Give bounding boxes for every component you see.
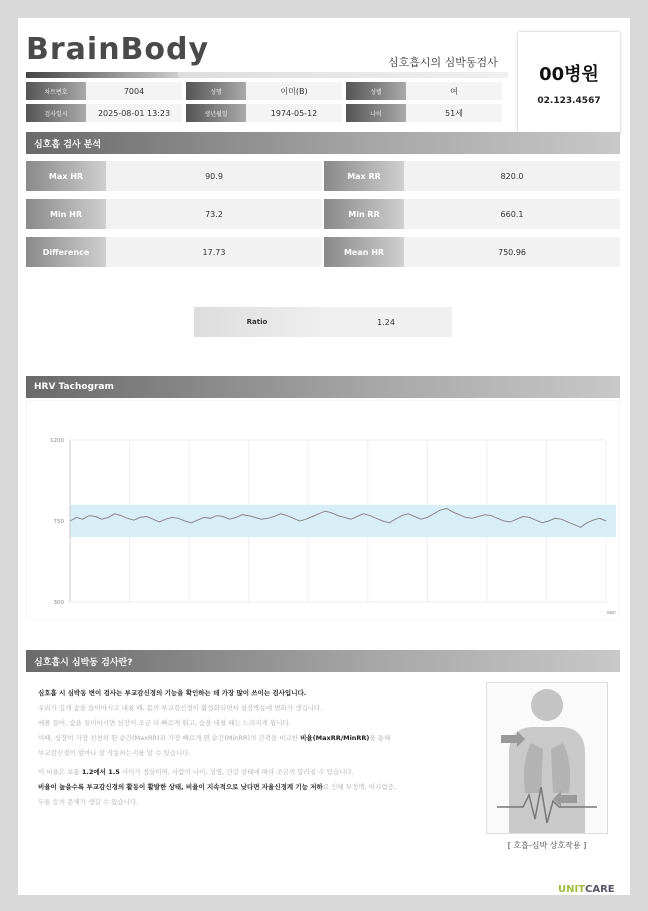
breathing-heart-figure [486, 682, 608, 834]
desc-line: 우리가 깊게 숨을 들이마시고 내쉴 때, 몸의 부교감신경이 활성화되면서 심장박동에 변화가 생깁니다. [38, 704, 323, 712]
section-header-chart: HRV Tachogram [26, 376, 620, 398]
body-illustration-icon [487, 683, 607, 833]
desc-span: 비율(MaxRR/MinRR) [300, 734, 370, 742]
metric-min-rr [324, 199, 620, 229]
desc-line [38, 780, 478, 795]
metric-min-hr [26, 199, 322, 229]
desc-span: 사이가 정상이며, 사람의 나이, 성별, 건강 상태에 따라 조금씩 달라질 수 있습니다. [119, 768, 354, 776]
info-value: 7004 [86, 82, 182, 100]
metric-mean-hr [324, 237, 620, 267]
desc-span: 이 비율은 보통 [38, 768, 82, 776]
info-label: 성명 [186, 82, 246, 100]
info-label: 생년월일 [186, 104, 246, 122]
metric-max-hr [26, 161, 322, 191]
x-axis-label: sec [606, 610, 616, 616]
metric-label: Max RR [324, 161, 404, 191]
hospital-name: 00병원 [539, 64, 599, 85]
y-tick-label: 1200 [50, 438, 64, 444]
patient-info-row-1 [26, 82, 502, 100]
logo-part: UNIT [558, 884, 586, 895]
patient-info-row-2 [26, 104, 502, 122]
info-value: 여 [406, 82, 502, 100]
info-value: 1974-05-12 [246, 104, 342, 122]
metric-label: Difference [26, 237, 106, 267]
info-label: 성별 [346, 82, 406, 100]
metric-value: 750.96 [404, 237, 620, 267]
normal-range-band [70, 505, 616, 537]
info-label: 나이 [346, 104, 406, 122]
ratio-label: Ratio [194, 307, 320, 337]
metric-difference [26, 237, 322, 267]
metric-value: 90.9 [106, 161, 322, 191]
info-label: 검사일시 [26, 104, 86, 122]
desc-span: 이때, 심장이 가장 천천히 뛴 순간(MaxRR)과 가장 빠르게 뛴 순간(MinRR)의 간격을 비교한 [38, 734, 301, 742]
metric-label: Max HR [26, 161, 106, 191]
section-header-analysis: 심호흡 검사 분석 [26, 132, 620, 154]
desc-line: 부교감신경이 얼마나 잘 작동하는지를 알 수 있습니다. [38, 749, 191, 757]
metric-value: 73.2 [106, 199, 322, 229]
info-value: 이미(B) [246, 82, 342, 100]
desc-line [38, 731, 478, 746]
metric-value: 17.73 [106, 237, 322, 267]
desc-line: 예를 들어, 숨을 들이마시면 심장이 조금 더 빠르게 뛰고, 숨을 내쉴 때는 느려지게 됩니다. [38, 719, 291, 727]
y-tick-label: 750 [53, 519, 64, 525]
desc-span: 을 통해 [369, 734, 391, 742]
unitcare-logo [558, 884, 615, 895]
desc-span: 1.2에서 1.5 [81, 768, 120, 776]
hospital-phone: 02.123.4567 [537, 96, 601, 106]
info-label: 차트번호 [26, 82, 86, 100]
metric-label: Min HR [26, 199, 106, 229]
brand-underline [26, 72, 178, 78]
hrv-tachogram-chart [26, 400, 620, 620]
report-page [18, 18, 630, 895]
desc-line: 심호흡 시 심박동 변이 검사는 부교감신경의 기능을 확인하는 데 가장 많이 쓰이는 검사입니다. [38, 689, 307, 697]
test-title: 심호흡시의 심박동검사 [388, 56, 498, 69]
desc-line: 두통 등의 문제가 생길 수 있습니다. [38, 798, 139, 806]
ratio-value: 1.24 [320, 307, 452, 337]
metric-max-rr [324, 161, 620, 191]
desc-span: 로 인해 부정맥, 어지럼증, [322, 783, 396, 791]
metric-label: Mean HR [324, 237, 404, 267]
brand-logo: BrainBody [26, 32, 210, 67]
desc-line [38, 765, 478, 780]
hospital-box [518, 32, 620, 134]
metric-label: Min RR [324, 199, 404, 229]
desc-span: 비율이 높을수록 부교감신경의 활동이 활발한 상태, 비율이 지속적으로 낮다면 자율신경계 기능 저하 [38, 783, 323, 791]
metric-value: 820.0 [404, 161, 620, 191]
info-value: 2025-08-01 13:23 [86, 104, 182, 122]
figure-caption: [ 호흡-심박 상호작용 ] [507, 841, 587, 850]
logo-part: CARE [585, 884, 615, 895]
info-value: 51세 [406, 104, 502, 122]
ratio-box [194, 307, 452, 337]
description-text [38, 686, 478, 810]
chart-svg [26, 400, 620, 620]
y-tick-label: 300 [53, 600, 64, 606]
metric-value: 660.1 [404, 199, 620, 229]
brand-underline-light [178, 72, 508, 78]
section-header-desc: 심호흡시 심박동 검사란? [26, 650, 620, 672]
